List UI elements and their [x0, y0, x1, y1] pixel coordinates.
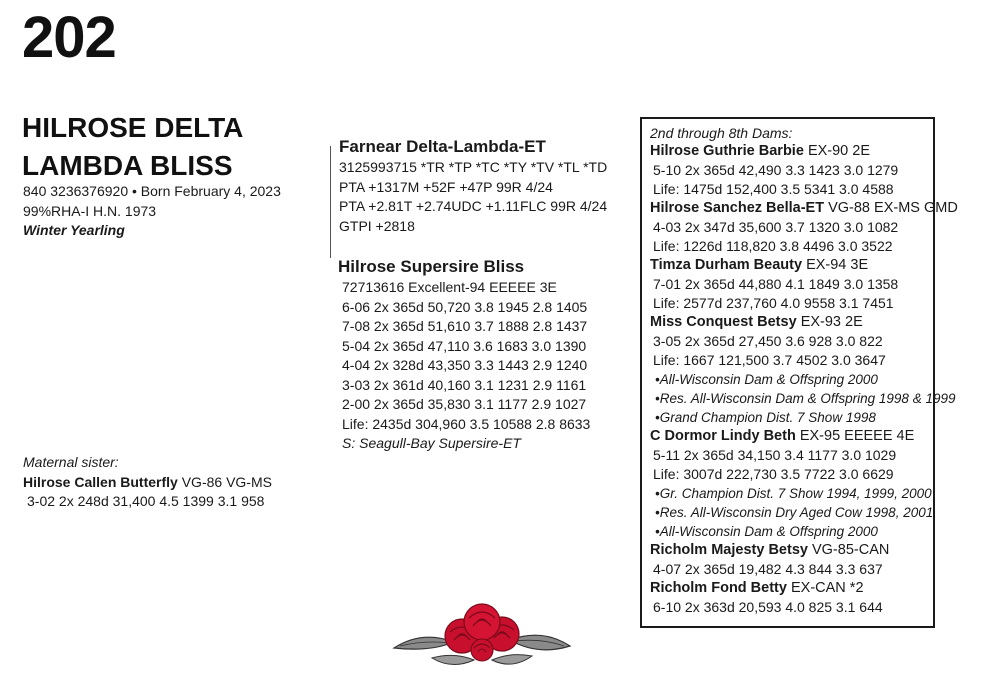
- animal-name: [22, 109, 243, 185]
- dam-line: 7-08 2x 365d 51,610 3.7 1888 2.8 1437: [342, 318, 588, 334]
- sire-block: [330, 137, 608, 258]
- dam-entry-record: 6-10 2x 363d 20,593 4.0 825 3.1 644: [653, 599, 883, 615]
- dam-entry-name: Miss Conquest Betsy: [650, 314, 797, 330]
- animal-info: [23, 182, 281, 241]
- lot-number: 202: [22, 5, 116, 70]
- dam-entry-record: 3-05 2x 365d 27,450 3.6 928 3.0 822: [653, 333, 883, 349]
- dam-entry-name-line: [650, 256, 933, 275]
- dam-entry-note: •Gr. Champion Dist. 7 Show 1994, 1999, 2000: [655, 486, 932, 501]
- sire-line: 3125993715 *TR *TP *TC *TY *TV *TL *TD: [339, 159, 608, 175]
- dam-entry-note: •All-Wisconsin Dam & Offspring 2000: [655, 372, 878, 387]
- animal-id-birth: 840 3236376920 • Born February 4, 2023: [23, 183, 281, 199]
- dam-entry-record: Life: 3007d 222,730 3.5 7722 3.0 6629: [653, 466, 894, 482]
- dam-entry-record: 7-01 2x 365d 44,880 4.1 1849 3.0 1358: [653, 276, 899, 292]
- dam-entry-record: Life: 1226d 118,820 3.8 4496 3.0 3522: [653, 238, 893, 254]
- dam-entry-name: Timza Durham Beauty: [650, 257, 803, 273]
- sire-line: GTPI +2818: [339, 217, 415, 234]
- dam-entry-record: 5-11 2x 365d 34,150 3.4 1177 3.0 1029: [653, 447, 897, 463]
- maternal-sister-name: Hilrose Callen Butterfly: [23, 473, 178, 490]
- dam-entry-note: •Grand Champion Dist. 7 Show 1998: [655, 410, 876, 425]
- dam-entry-name-line: [650, 579, 933, 598]
- dam-entry-classification: VG-85-CAN: [811, 542, 890, 558]
- animal-name-line2: LAMBDA BLISS: [22, 150, 233, 181]
- sire-line: PTA +2.81T +2.74UDC +1.11FLC 99R 4/24: [339, 198, 608, 214]
- sire-name: Farnear Delta-Lambda-ET: [339, 137, 546, 156]
- dam-line: 6-06 2x 365d 50,720 3.8 1945 2.8 1405: [342, 298, 588, 315]
- dam-entry: [650, 313, 956, 427]
- dam-entry-name: C Dormor Lindy Beth: [650, 428, 796, 444]
- dam-line: 72713616 Excellent-94 EEEEE 3E: [342, 279, 557, 295]
- dam-entry-name-line: [650, 142, 933, 161]
- dam-entry: [650, 199, 958, 256]
- dam-entry-name-line: [650, 199, 958, 218]
- animal-rha-hn: 99%RHA-I H.N. 1973: [23, 202, 157, 219]
- dam-entry: [650, 427, 933, 541]
- sire-line: PTA +1317M +52F +47P 99R 4/24: [339, 178, 553, 195]
- dam-entry-note: •All-Wisconsin Dam & Offspring 2000: [655, 524, 878, 539]
- dam-line: 5-04 2x 365d 47,110 3.6 1683 3.0 1390: [342, 337, 587, 354]
- dam-entry-record: Life: 1475d 152,400 3.5 5341 3.0 4588: [653, 181, 894, 197]
- dam-entry-classification: EX-90 2E: [807, 143, 871, 159]
- dam-entry-record: Life: 1667 121,500 3.7 4502 3.0 3647: [653, 352, 886, 368]
- dam-entry-classification: EX-95 EEEEE 4E: [799, 428, 915, 444]
- dam-entry-name: Hilrose Sanchez Bella-ET: [650, 200, 825, 216]
- dam-entry-classification: VG-88 EX-MS GMD: [828, 200, 958, 216]
- dams-box-heading: 2nd through 8th Dams:: [650, 125, 793, 141]
- dam-sire-note: S: Seagull-Bay Supersire-ET: [342, 435, 521, 451]
- maternal-sister-record: 3-02 2x 248d 31,400 4.5 1399 3.1 958: [27, 493, 265, 509]
- dam-entry-record: 5-10 2x 365d 42,490 3.3 1423 3.0 1279: [653, 162, 899, 178]
- dam-entry: [650, 256, 933, 313]
- maternal-sister: [23, 453, 272, 512]
- dam-entry-name-line: [650, 427, 933, 446]
- dam-line: 3-03 2x 361d 40,160 3.1 1231 2.9 1161: [342, 376, 587, 393]
- maternal-sister-heading: Maternal sister:: [23, 454, 119, 470]
- dam-entry-name-line: [650, 541, 933, 560]
- dam-entry-record: Life: 2577d 237,760 4.0 9558 3.1 7451: [653, 295, 894, 311]
- animal-class: Winter Yearling: [23, 222, 125, 238]
- dam-entry-classification: EX-93 2E: [800, 314, 863, 330]
- dam-entry-name: Richolm Majesty Betsy: [650, 542, 808, 558]
- dam-entry-record: 4-07 2x 365d 19,482 4.3 844 3.3 637: [653, 561, 883, 577]
- dam-block: [338, 256, 590, 454]
- dam-line: Life: 2435d 304,960 3.5 10588 2.8 8633: [342, 415, 591, 432]
- maternal-sister-classification: VG-86 VG-MS: [181, 473, 272, 490]
- dams-box: [640, 117, 958, 628]
- dam-line: 4-04 2x 328d 43,350 3.3 1443 2.9 1240: [342, 357, 588, 373]
- dam-name: Hilrose Supersire Bliss: [338, 257, 525, 276]
- animal-name-line1: HILROSE DELTA: [22, 112, 244, 143]
- dam-entry-classification: EX-94 3E: [806, 257, 869, 273]
- dam-entry: [650, 579, 933, 617]
- dam-entry-name-line: [650, 313, 933, 332]
- dam-entry-name: Hilrose Guthrie Barbie: [650, 143, 804, 159]
- dam-entry-classification: EX-CAN *2: [790, 580, 864, 596]
- roses-icon: [392, 600, 572, 672]
- dam-entry-note: •Res. All-Wisconsin Dam & Offspring 1998 & 1999: [655, 391, 956, 406]
- dam-entry: [650, 142, 933, 199]
- maternal-sister-name-line: [23, 473, 272, 493]
- dam-line: 2-00 2x 365d 35,830 3.1 1177 2.9 1027: [342, 396, 587, 412]
- dam-entry-note: •Res. All-Wisconsin Dry Aged Cow 1998, 2001: [655, 505, 934, 520]
- dam-entry: [650, 541, 933, 579]
- dam-entry-name: Richolm Fond Betty: [650, 580, 787, 596]
- dam-entry-record: 4-03 2x 347d 35,600 3.7 1320 3.0 1082: [653, 219, 899, 235]
